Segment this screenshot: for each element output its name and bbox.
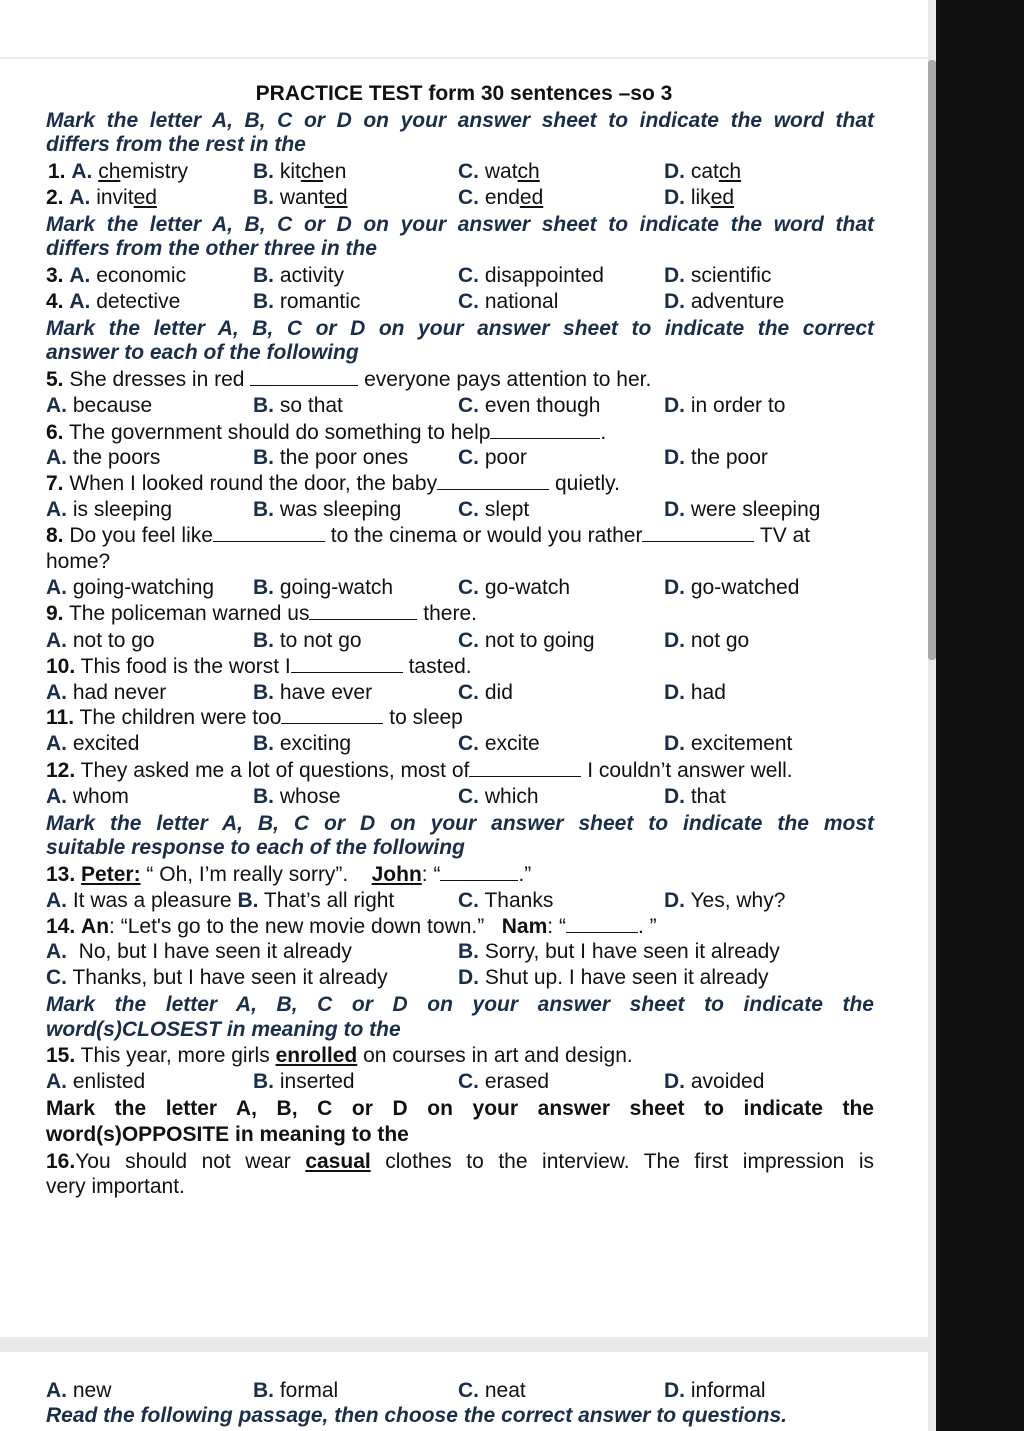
- answer-blank[interactable]: [642, 523, 754, 542]
- instruction-4-line-2: suitable response to each of the following: [46, 836, 465, 859]
- answer-blank[interactable]: [469, 758, 581, 777]
- instruction-1-line-1: Mark the letter A, B, C or D on your answer sheet to indicate the word that: [46, 109, 874, 132]
- answer-blank[interactable]: [213, 523, 325, 542]
- question-9-stem: 9. The policeman warned us there.: [46, 602, 477, 625]
- answer-blank[interactable]: [437, 471, 549, 490]
- question-10-stem: 10. This food is the worst I tasted.: [46, 655, 472, 678]
- instruction-2-line-2: differs from the other three in the: [46, 237, 377, 260]
- question-13-stem: 13. Peter: “ Oh, I’m really sorry”. John: “ .”: [46, 863, 532, 886]
- scrollbar-thumb[interactable]: [928, 60, 936, 660]
- answer-blank[interactable]: [490, 420, 600, 439]
- instruction-3-line-2: answer to each of the following: [46, 341, 359, 364]
- question-12-stem: 12. They asked me a lot of questions, most of I couldn’t answer well.: [46, 759, 793, 782]
- answer-blank[interactable]: [309, 601, 417, 620]
- question-14-stem: 14. An: “Let's go to the new movie down town.” Nam: “ . ”: [46, 915, 657, 938]
- question-11-stem: 11. The children were too to sleep: [46, 706, 463, 729]
- instruction-2-line-1: Mark the letter A, B, C or D on your answer sheet to indicate the word that: [46, 213, 874, 236]
- instruction-3-line-1: Mark the letter A, B, C or D on your answer sheet to indicate the correct: [46, 317, 874, 340]
- question-16-stem-cont: very important.: [46, 1175, 185, 1198]
- question-7-stem: 7. When I looked round the door, the baby quietly.: [46, 472, 620, 495]
- instruction-5-line-1: Mark the letter A, B, C or D on your answer sheet to indicate the: [46, 993, 874, 1016]
- instruction-6-line-1: Mark the letter A, B, C or D on your answer sheet to indicate the: [46, 1097, 874, 1120]
- instruction-4-line-1: Mark the letter A, B, C or D on your answer sheet to indicate the most: [46, 812, 874, 835]
- dark-edge: [936, 0, 1024, 1431]
- question-15-stem: 15. This year, more girls enrolled on courses in art and design.: [46, 1044, 633, 1067]
- question-16-stem: 16.You should not wear casual clothes to the interview. The first impression is: [46, 1150, 874, 1173]
- instruction-6-line-2: word(s)OPPOSITE in meaning to the: [46, 1123, 409, 1146]
- answer-blank[interactable]: [291, 654, 403, 673]
- passage-instruction: Read the following passage, then choose the correct answer to questions.: [46, 1404, 787, 1427]
- question-6-stem: 6. The government should do something to help .: [46, 421, 607, 444]
- question-5-stem: 5. She dresses in red everyone pays attention to her.: [46, 368, 652, 391]
- instruction-1-line-2: differs from the rest in the: [46, 133, 306, 156]
- previous-page-strip: [0, 0, 928, 57]
- question-8-stem-cont: home?: [46, 550, 111, 573]
- question-8-stem: 8. Do you feel like to the cinema or would you rather TV at: [46, 524, 811, 547]
- instruction-5-line-2: word(s)CLOSEST in meaning to the: [46, 1018, 401, 1041]
- answer-blank[interactable]: [281, 705, 383, 724]
- answer-blank[interactable]: [440, 862, 518, 881]
- answer-blank[interactable]: [566, 914, 638, 933]
- page-title: PRACTICE TEST form 30 sentences –so 3: [255, 82, 673, 105]
- answer-blank[interactable]: [250, 367, 358, 386]
